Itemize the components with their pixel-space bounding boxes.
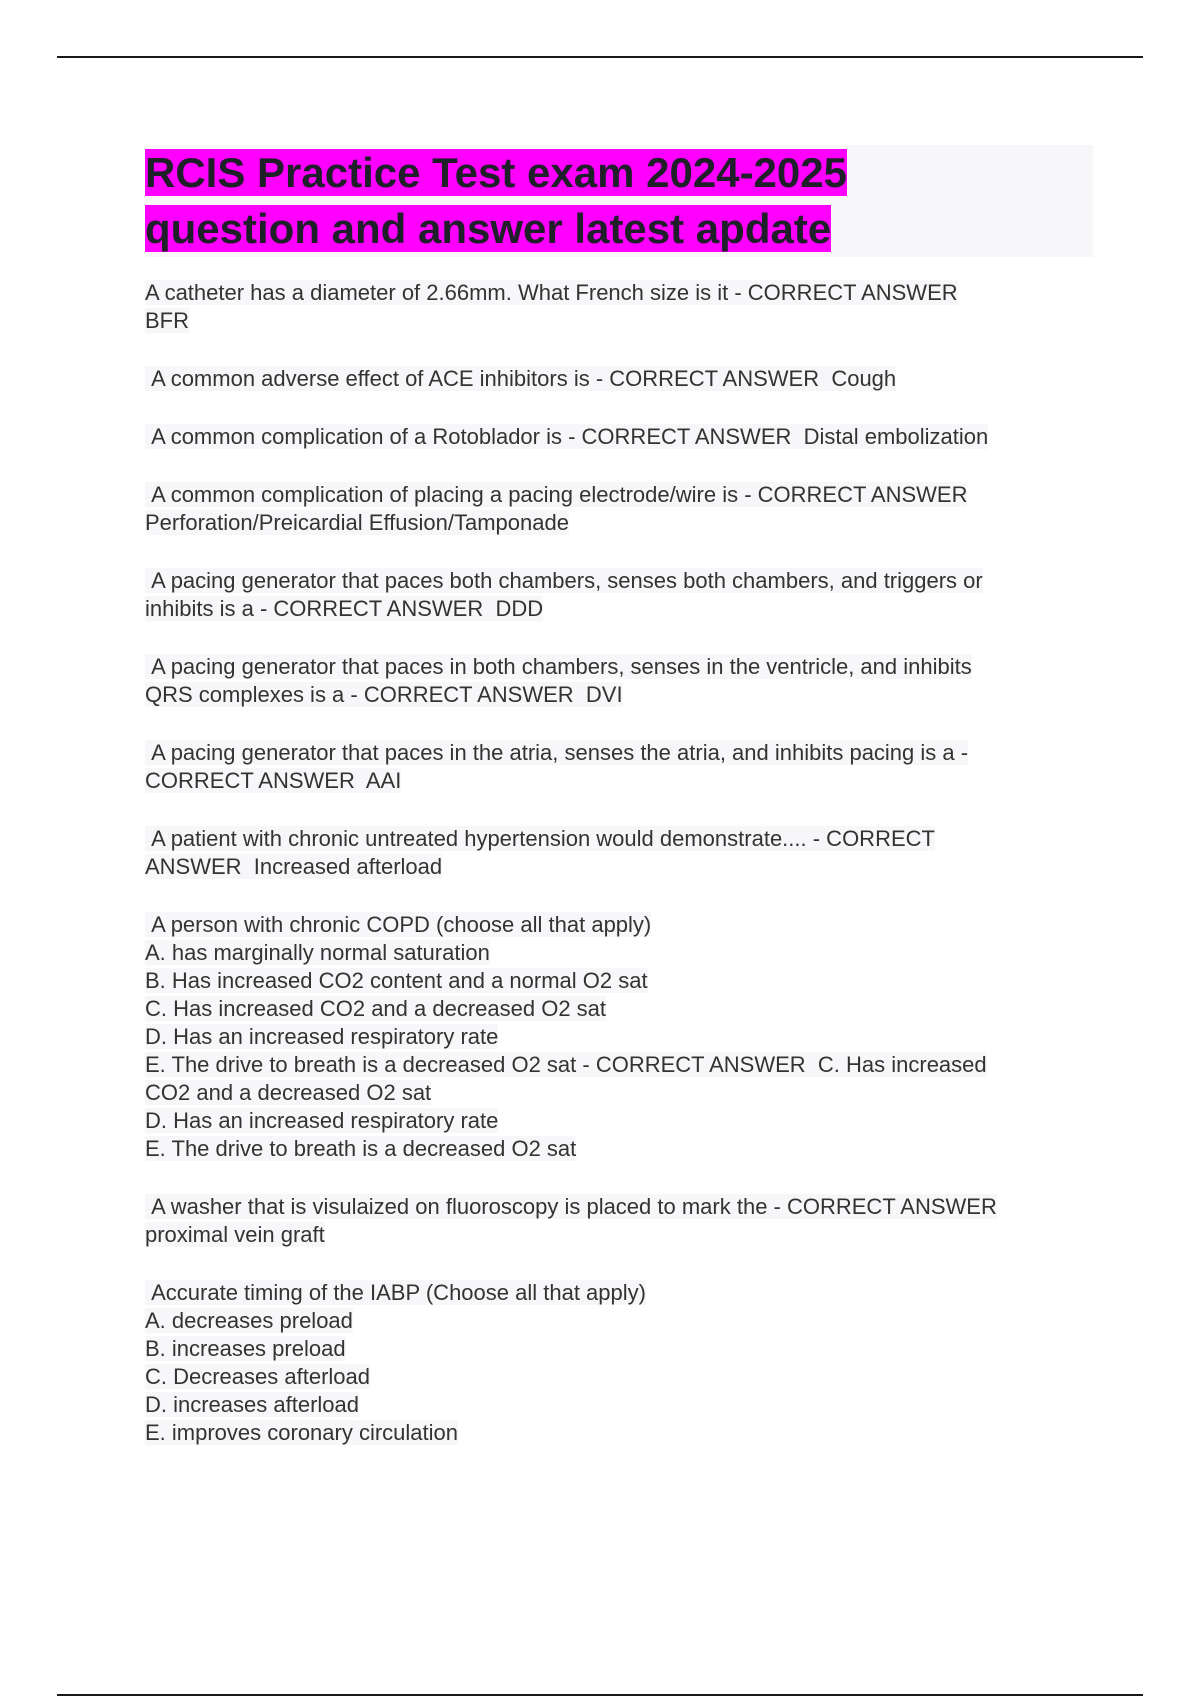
- qa-line-text: A person with chronic COPD (choose all that apply): [145, 912, 652, 937]
- qa-line: [145, 1107, 1095, 1135]
- qa-line-text: A pacing generator that paces in both chambers, senses in the ventricle, and inhibits: [145, 654, 972, 679]
- qa-line-text: A washer that is visulaized on fluoroscopy is placed to mark the - CORRECT ANSWER: [145, 1194, 997, 1219]
- qa-line: [145, 967, 1095, 995]
- qa-item: [145, 739, 1095, 795]
- qa-line-text: E. The drive to breath is a decreased O2 sat: [145, 1136, 577, 1161]
- qa-line-text: B. increases preload: [145, 1336, 346, 1361]
- qa-line: [145, 939, 1095, 967]
- qa-line-text: D. Has an increased respiratory rate: [145, 1108, 499, 1133]
- qa-item: [145, 365, 1095, 393]
- qa-line: [145, 825, 1095, 853]
- title-line-1: RCIS Practice Test exam 2024-2025: [145, 149, 847, 196]
- qa-line: [145, 767, 1095, 795]
- qa-line: [145, 509, 1095, 537]
- qa-line: [145, 567, 1095, 595]
- qa-line: [145, 481, 1095, 509]
- qa-line: [145, 1419, 1095, 1447]
- qa-line-text: A common complication of placing a pacing electrode/wire is - CORRECT ANSWER: [145, 482, 968, 507]
- qa-line-text: CO2 and a decreased O2 sat: [145, 1080, 432, 1105]
- qa-line: [145, 1051, 1095, 1079]
- qa-line: [145, 653, 1095, 681]
- qa-line-text: A pacing generator that paces in the atria, senses the atria, and inhibits pacing is a -: [145, 740, 969, 765]
- qa-line-text: E. The drive to breath is a decreased O2 sat - CORRECT ANSWER C. Has increased: [145, 1052, 987, 1077]
- qa-item: [145, 911, 1095, 1163]
- document-body: [145, 145, 1095, 1477]
- qa-line-text: D. Has an increased respiratory rate: [145, 1024, 499, 1049]
- qa-line-text: E. improves coronary circulation: [145, 1420, 459, 1445]
- qa-line-text: C. Has increased CO2 and a decreased O2 sat: [145, 996, 607, 1021]
- qa-line-text: A catheter has a diameter of 2.66mm. What French size is it - CORRECT ANSWER: [145, 280, 958, 305]
- qa-line: [145, 1391, 1095, 1419]
- qa-line-text: Perforation/Preicardial Effusion/Tamponade: [145, 510, 569, 535]
- document-title: [145, 145, 1093, 257]
- qa-line-text: inhibits is a - CORRECT ANSWER DDD: [145, 596, 544, 621]
- qa-line-text: BFR: [145, 308, 189, 333]
- qa-item: [145, 481, 1095, 537]
- qa-line: [145, 1279, 1095, 1307]
- qa-line: [145, 307, 1095, 335]
- qa-line: [145, 853, 1095, 881]
- qa-line-text: A. has marginally normal saturation: [145, 940, 490, 965]
- qa-item: [145, 423, 1095, 451]
- title-line-2: question and answer latest apdate: [145, 205, 832, 252]
- qa-line: [145, 595, 1095, 623]
- qa-line: [145, 1193, 1095, 1221]
- qa-line-text: ANSWER Increased afterload: [145, 854, 443, 879]
- footer-rule: [57, 1694, 1143, 1696]
- qa-line: [145, 681, 1095, 709]
- qa-item: [145, 1193, 1095, 1249]
- qa-line: [145, 423, 1095, 451]
- qa-item: [145, 1279, 1095, 1447]
- qa-line-text: CORRECT ANSWER AAI: [145, 768, 402, 793]
- qa-line-text: Accurate timing of the IABP (Choose all that apply): [145, 1280, 646, 1305]
- qa-line-text: C. Decreases afterload: [145, 1364, 370, 1389]
- qa-item: [145, 567, 1095, 623]
- qa-line: [145, 1307, 1095, 1335]
- qa-line-text: B. Has increased CO2 content and a normal O2 sat: [145, 968, 648, 993]
- qa-item: [145, 279, 1095, 335]
- qa-item: [145, 825, 1095, 881]
- qa-line: [145, 1221, 1095, 1249]
- qa-line-text: QRS complexes is a - CORRECT ANSWER DVI: [145, 682, 623, 707]
- qa-item: [145, 653, 1095, 709]
- qa-line-text: D. increases afterload: [145, 1392, 359, 1417]
- qa-line-text: A patient with chronic untreated hypertension would demonstrate.... - CORRECT: [145, 826, 935, 851]
- qa-line-text: A common complication of a Rotoblador is - CORRECT ANSWER Distal embolization: [145, 424, 989, 449]
- qa-line-text: A common adverse effect of ACE inhibitors is - CORRECT ANSWER Cough: [145, 366, 897, 391]
- qa-line: [145, 279, 1095, 307]
- qa-list: [145, 279, 1095, 1447]
- qa-line-text: proximal vein graft: [145, 1222, 325, 1247]
- qa-line: [145, 1335, 1095, 1363]
- qa-line: [145, 1363, 1095, 1391]
- qa-line: [145, 1079, 1095, 1107]
- qa-line: [145, 1135, 1095, 1163]
- qa-line: [145, 911, 1095, 939]
- header-rule: [57, 56, 1143, 58]
- qa-line: [145, 1023, 1095, 1051]
- qa-line: [145, 365, 1095, 393]
- qa-line-text: A pacing generator that paces both chambers, senses both chambers, and triggers or: [145, 568, 983, 593]
- qa-line-text: A. decreases preload: [145, 1308, 353, 1333]
- qa-line: [145, 739, 1095, 767]
- qa-line: [145, 995, 1095, 1023]
